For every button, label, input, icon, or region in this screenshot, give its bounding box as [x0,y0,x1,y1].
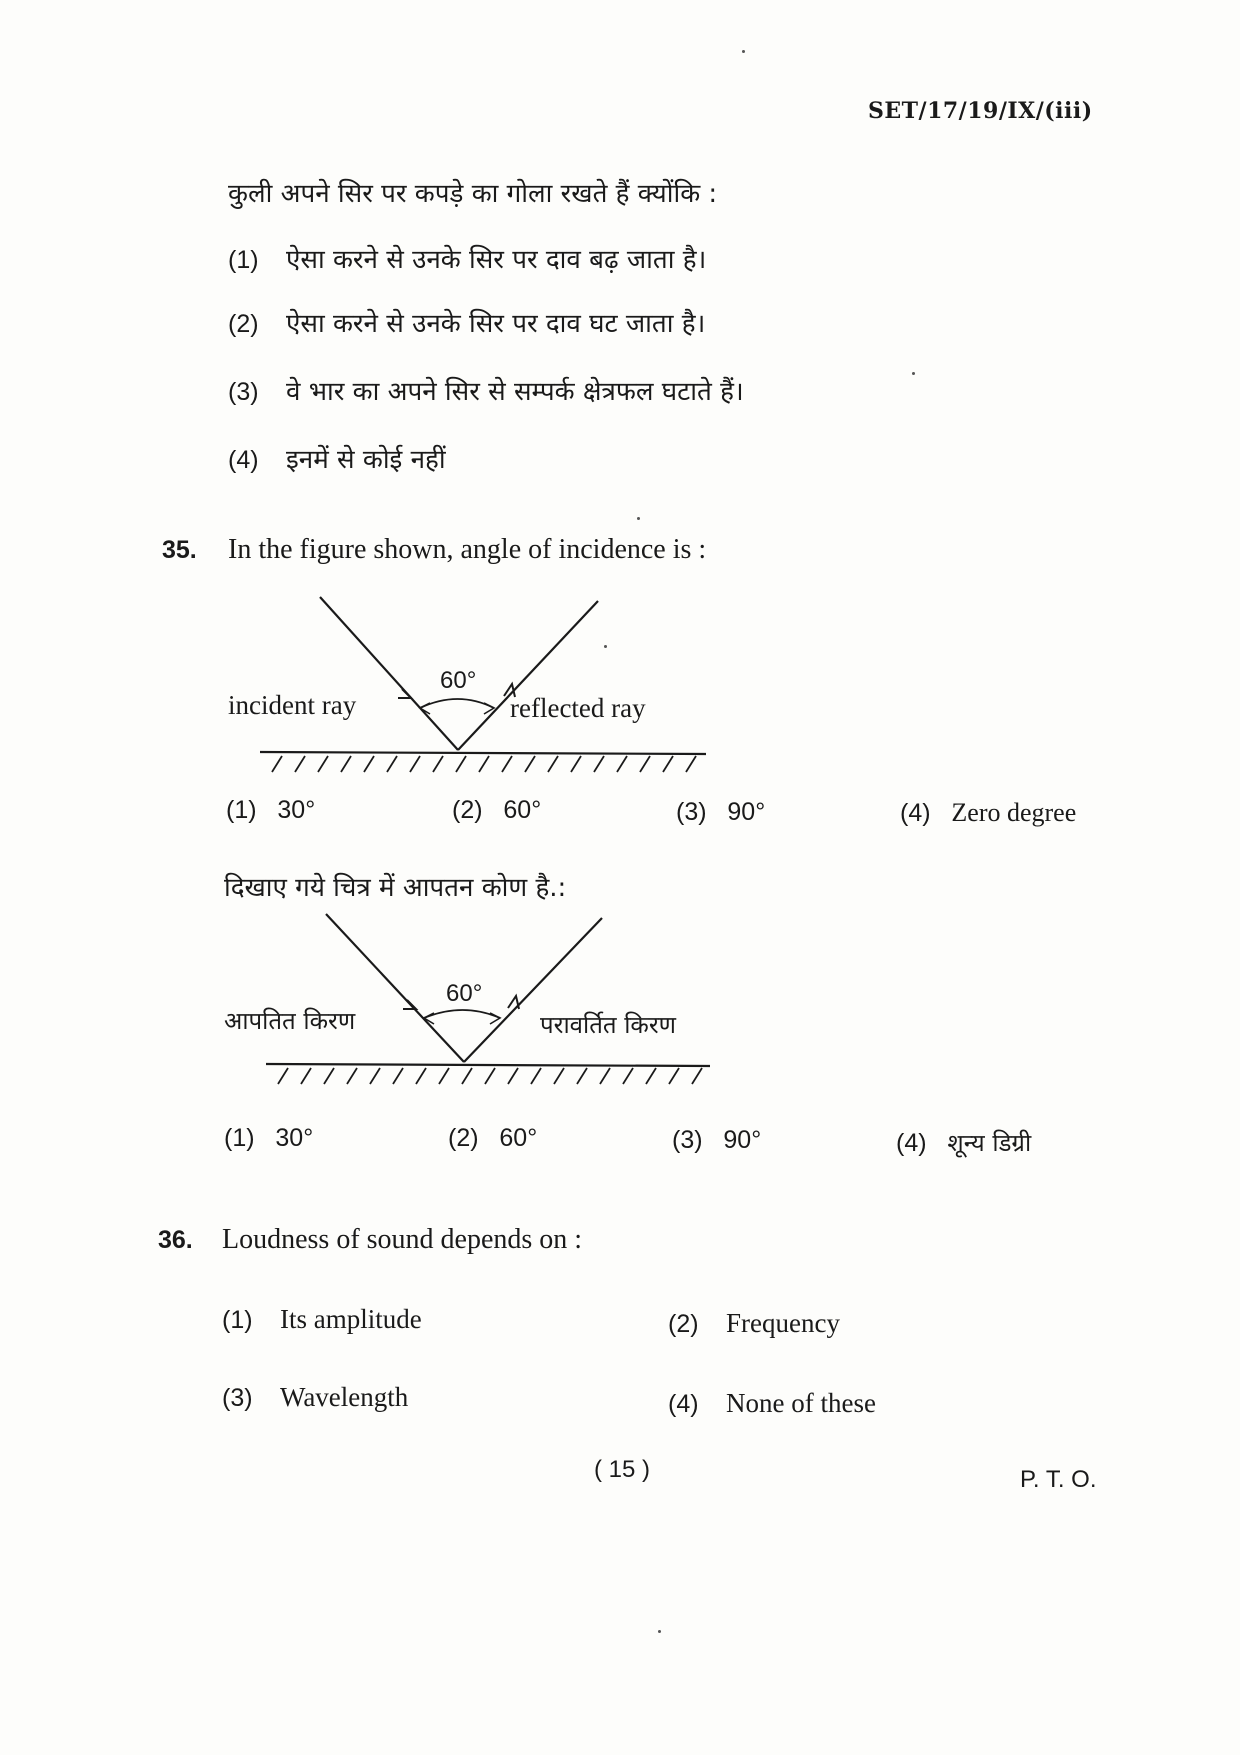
option-text: Zero degree [951,798,1077,827]
incident-ray-label-hi: आपतित किरण [224,1007,356,1035]
scan-speck [912,372,915,375]
option-text: 90° [723,1126,762,1154]
mirror-surface [266,1064,710,1066]
option-number: (4) [900,799,931,827]
q36-stem: Loudness of sound depends on : [222,1224,583,1255]
q35-hi-option-1 [224,1124,313,1153]
page-number: ( 15 ) [594,1456,651,1483]
option-number: (1) [222,1306,253,1334]
paper-set-code: SET/17/19/IX/(iii) [868,98,1093,124]
option-text: Wavelength [280,1382,409,1412]
reflected-ray-label-hi: परावर्तित किरण [540,1011,677,1039]
q36-option-1 [222,1304,422,1335]
option-number: (2) [668,1310,699,1338]
option-number: (4) [228,446,259,474]
option-text: 60° [499,1124,538,1152]
q35-hi-option-2 [448,1124,537,1153]
option-text: 60° [503,796,542,824]
option-number: (1) [224,1124,255,1152]
option-text: None of these [726,1388,876,1418]
option-number: (4) [668,1390,699,1418]
option-text: वे भार का अपने सिर से सम्पर्क क्षेत्रफल घटाते हैं। [286,377,744,407]
option-text: ऐसा करने से उनके सिर पर दाव घट जाता है। [286,309,706,339]
q35-stem-hi: दिखाए गये चित्र में आपतन कोण है.: [224,873,567,903]
scan-speck [742,50,745,53]
option-number: (1) [226,796,257,824]
option-text: Its amplitude [280,1304,422,1334]
q36-option-4 [668,1388,876,1419]
angle-label-hi: 60° [446,980,483,1007]
q35-hi-option-3 [672,1126,761,1155]
option-text: 90° [727,798,766,826]
q35-number: 35. [162,536,197,564]
pto-note: P. T. O. [1020,1466,1097,1493]
q35-hi-option-4 [896,1126,1031,1159]
option-text: 30° [277,796,316,824]
incident-ray-line [326,914,464,1062]
mirror-hatching [278,1068,702,1084]
option-text: शून्य डिग्री [947,1129,1032,1157]
option-number: (3) [222,1384,253,1412]
option-number: (3) [672,1126,703,1154]
scan-speck [604,645,607,648]
option-number: (1) [228,246,259,274]
option-number: (3) [228,378,259,406]
angle-arc [424,1010,500,1018]
scan-speck [637,517,640,520]
option-number: (4) [896,1129,927,1157]
q34-hindi-stem: कुली अपने सिर पर कपड़े का गोला रखते हैं क्योंकि : [228,179,718,209]
angle-label: 60° [440,667,477,694]
option-text: ऐसा करने से उनके सिर पर दाव बढ़ जाता है। [286,245,707,275]
option-number: (2) [448,1124,479,1152]
option-text: 30° [275,1124,314,1152]
option-text: इनमें से कोई नहीं [286,445,446,475]
q36-option-3 [222,1382,408,1413]
q36-number: 36. [158,1226,193,1254]
option-text: Frequency [726,1308,840,1338]
option-number: (3) [676,798,707,826]
incident-ray-label: incident ray [228,690,357,720]
reflected-ray-label: reflected ray [510,693,646,723]
option-number: (2) [452,796,483,824]
scan-speck [658,1630,661,1633]
option-number: (2) [228,310,259,338]
q35-stem-en: In the figure shown, angle of incidence is : [228,534,707,565]
q36-option-2 [668,1308,840,1339]
